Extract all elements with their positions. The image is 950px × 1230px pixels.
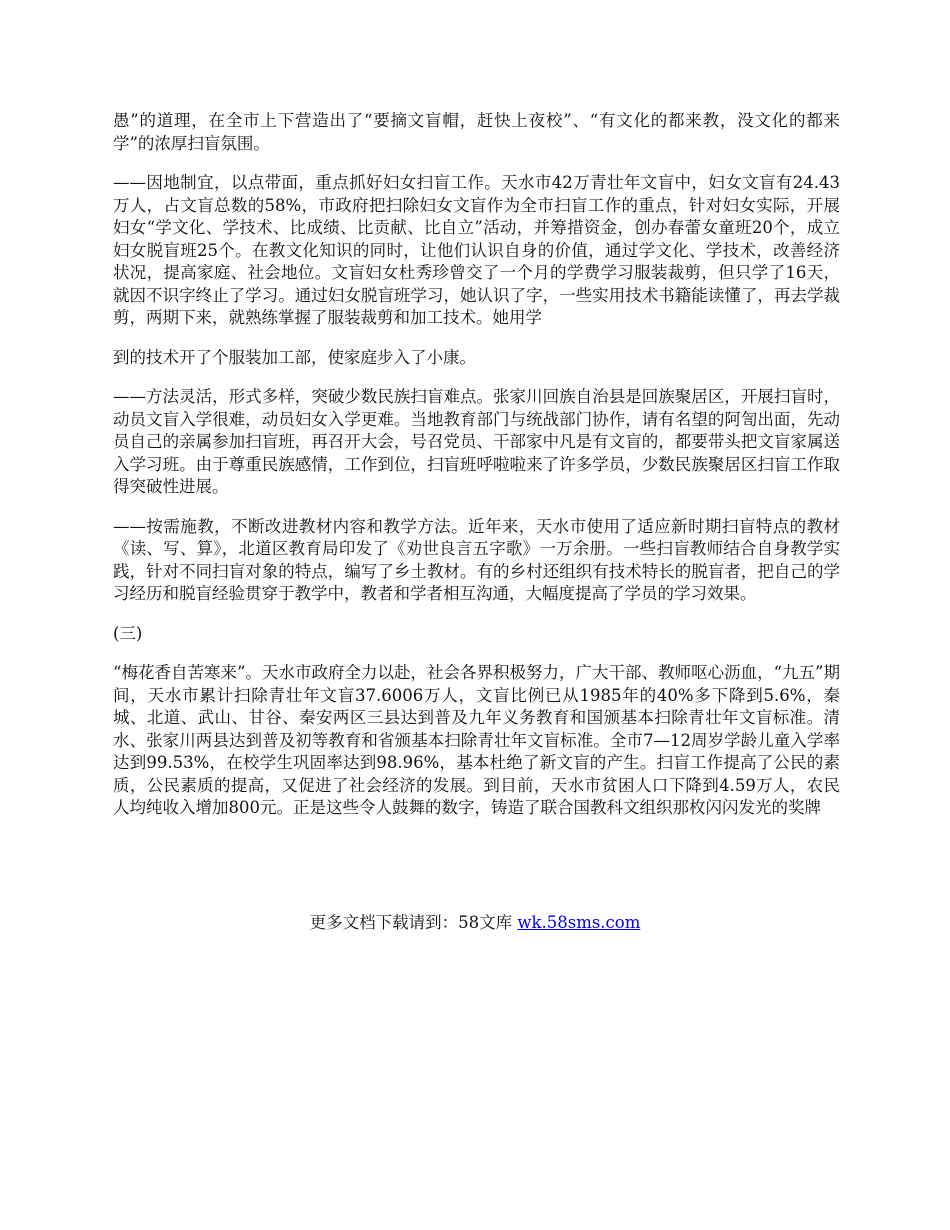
paragraph-5: ——按需施教，不断改进教材内容和教学方法。近年来，天水市使用了适应新时期扫盲特点的教材《读、写、算》，北道区教育局印发了《劝世良言五字歌》一万余册。一些扫盲教师结合自身教学实践，针对不同扫盲对象的特点，编写了乡土教材。有的乡村还组织有技术特长的脱盲者，把自己的学习经历和脱盲经验贯穿于教学中，教者和学者相互沟通，大幅度提高了学员的学习效果。 [113, 516, 840, 603]
paragraph-2: ——因地制宜，以点带面，重点抓好妇女扫盲工作。天水市42万青壮年文盲中，妇女文盲有24.43万人，占文盲总数的58%，市政府把扫除妇女文盲作为全市扫盲工作的重点，针对妇女实际，开展妇女“学文化、学技术、比成绩、比贡献、比自立”活动，并筹措资金，创办春蕾女童班20个，成立妇女脱盲班25个。在教文化知识的同时，让他们认识自身的价值，通过学文化、学技术，改善经济状况，提高家庭、社会地位。文盲妇女杜秀珍曾交了一个月的学费学习服装裁剪，但只学了16天，就因不识字终止了学习。通过妇女脱盲班学习，她认识了字，一些实用技术书籍能读懂了，再去学裁剪，两期下来，就熟练掌握了服装裁剪和加工技术。她用学 [113, 173, 840, 327]
section-heading: (三) [113, 623, 143, 643]
footer-prefix: 更多文档下载请到：58文库 [309, 913, 518, 932]
paragraph-3: 到的技术开了个服装加工部，使家庭步入了小康。 [113, 347, 476, 367]
paragraph-6: “梅花香自苦寒来”。天水市政府全力以赴，社会各界积极努力，广大干部、教师呕心沥血，“九五”期间，天水市累计扫除青壮年文盲37.6006万人，文盲比例已从1985年的40%多下降到5.6%，秦城、北道、武山、甘谷、秦安两区三县达到普及九年义务教育和国颁基本扫除青壮年文盲标准。清水、张家川两县达到普及初等教育和省颁基本扫除青壮年文盲标准。全市7—12周岁学龄儿童入学率达到99.53%，在校学生巩固率达到98.96%，基本杜绝了新文盲的产生。扫盲工作提高了公民的素质，公民素质的提高，又促进了社会经济的发展。到目前，天水市贫困人口下降到4.59万人，农民人均纯收入增加800元。正是这些令人鼓舞的数字，铸造了联合国教科文组织那枚闪闪发光的奖牌 [113, 663, 840, 817]
paragraph-4: ——方法灵活，形式多样，突破少数民族扫盲难点。张家川回族自治县是回族聚居区，开展扫盲时，动员文盲入学很难，动员妇女入学更难。当地教育部门与统战部门协作，请有名望的阿訇出面，先动员自己的亲属参加扫盲班，再召开大会，号召党员、干部家中凡是有文盲的，都要带头把文盲家属送入学习班。由于尊重民族感情，工作到位，扫盲班呼啦啦来了许多学员，少数民族聚居区扫盲工作取得突破性进展。 [113, 387, 840, 496]
document-body [113, 110, 840, 837]
footer-link[interactable]: wk.58sms.com [517, 913, 641, 932]
paragraph-1: 愚”的道理，在全市上下营造出了“要摘文盲帽，赶快上夜校”、“有文化的都来教，没文化的都来学”的浓厚扫盲氛围。 [113, 111, 840, 153]
footer [0, 912, 950, 934]
